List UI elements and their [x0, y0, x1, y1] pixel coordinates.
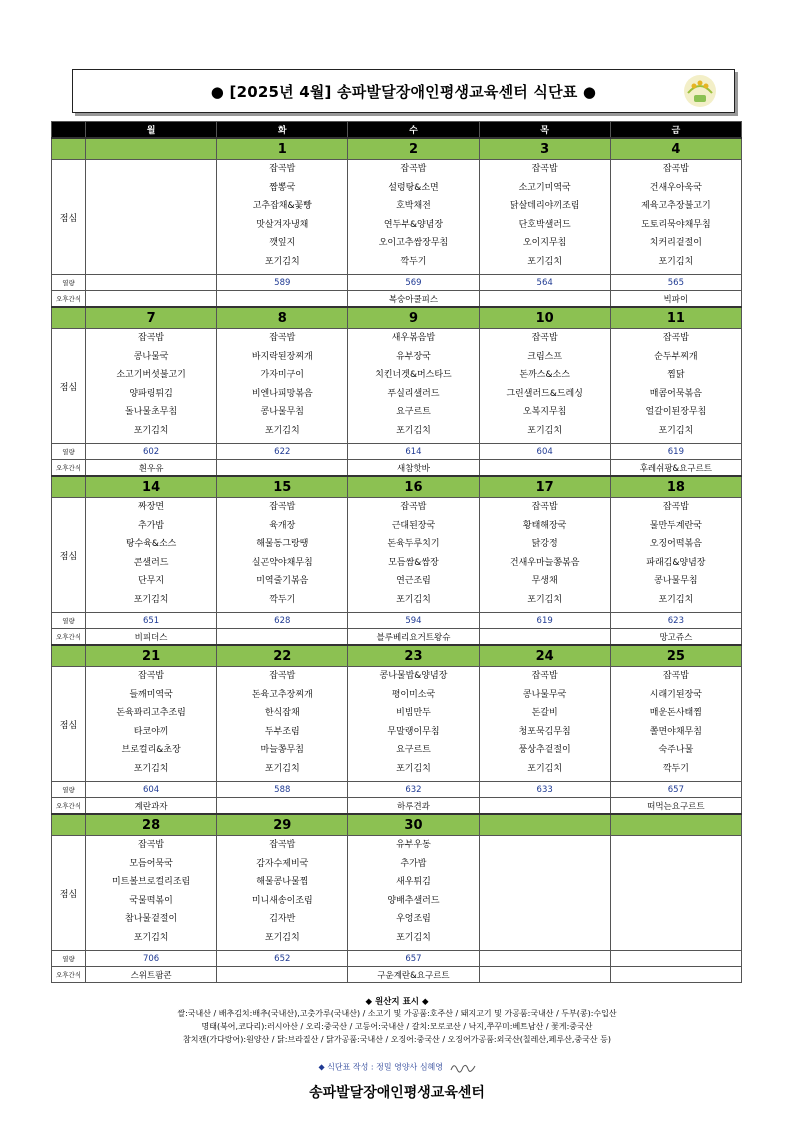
- snack-cell: 구운계란&요구르트: [348, 967, 479, 983]
- dish-item: 돌나물초무침: [125, 407, 178, 417]
- dish-item: 돈육고추장찌개: [251, 689, 313, 700]
- calorie-cell: 651: [86, 613, 217, 629]
- dish-item: 연두부&양념장: [383, 219, 444, 230]
- dish-item: 탕수육&소스: [125, 539, 177, 549]
- dish-item: 잡곡밥: [531, 502, 558, 512]
- dish-item: 포기김치: [658, 425, 694, 436]
- dish-item: 요구르트: [396, 745, 431, 755]
- dish-item: 제육고추장불고기: [641, 201, 711, 211]
- snack-cell: 블루베리요거트왕슈: [348, 629, 479, 646]
- dish-item: 두부조림: [264, 726, 300, 737]
- date-cell: 2: [348, 138, 479, 160]
- date-cell: 30: [348, 814, 479, 836]
- dish-item: 한식잡채: [264, 708, 300, 718]
- snack-label: 오후간식: [52, 291, 86, 308]
- dish-item: 포기김치: [396, 425, 431, 436]
- menu-cell: [348, 329, 479, 444]
- dish-item: 콩나물무침: [260, 407, 305, 417]
- lunch-row: [52, 329, 742, 444]
- dish-item: 매콤어묵볶음: [649, 388, 702, 399]
- snack-cell: [217, 629, 348, 646]
- menu-cell: [86, 160, 217, 275]
- date-cell: 16: [348, 476, 479, 498]
- menu-cell: [217, 667, 348, 782]
- lunch-row: [52, 836, 742, 951]
- dish-item: 미트볼브로컬리조림: [111, 877, 191, 887]
- center-logo-icon: [680, 73, 720, 109]
- dish-item: 포기김치: [133, 425, 169, 436]
- dish-item: 오복지무침: [522, 407, 567, 417]
- snack-row: [52, 291, 742, 308]
- dish-item: 매운돈사태찜: [649, 708, 702, 718]
- origin-line-2: 명태(북어,코다리):러시아산 / 오리:중국산 / 고등어:국내산 / 갈치:모로코산 / 낙지,쭈꾸미:베트남산 / 꽃게:중국산: [201, 1022, 593, 1031]
- dish-item: 깍두기: [400, 256, 427, 267]
- calorie-cell: 633: [479, 782, 610, 798]
- lunch-row: [52, 498, 742, 613]
- dish-item: 맛살겨자냉채: [256, 219, 309, 230]
- dish-item: 평이미소국: [391, 689, 436, 700]
- date-row-label: [52, 814, 86, 836]
- snack-cell: 비피더스: [86, 629, 217, 646]
- date-cell: 8: [217, 307, 348, 329]
- calorie-row: [52, 951, 742, 967]
- date-cell: 4: [610, 138, 741, 160]
- dish-item: 육개장: [269, 520, 296, 531]
- dish-item: 양배추샐러드: [387, 895, 440, 906]
- snack-cell: 망고쥬스: [610, 629, 741, 646]
- dish-item: 그린샐러드&드레싱: [506, 388, 583, 399]
- day-header: 수: [348, 122, 479, 139]
- dish-item: 연근조림: [396, 576, 431, 586]
- dish-item: 닭살데리야끼조림: [509, 201, 580, 211]
- calorie-cell: 565: [610, 275, 741, 291]
- day-header-blank: [52, 122, 86, 139]
- date-cell: 23: [348, 645, 479, 667]
- dish-item: 마늘쫑무침: [260, 745, 305, 755]
- dish-item: 참나물겉절이: [125, 914, 178, 924]
- date-row-label: [52, 307, 86, 329]
- calorie-label: 열량: [52, 951, 86, 967]
- date-row: [52, 476, 742, 498]
- dish-item: 타코야끼: [133, 726, 169, 737]
- dish-item: 콩나물무국: [522, 689, 567, 700]
- menu-cell: [479, 667, 610, 782]
- dish-item: 추가밥: [138, 520, 165, 531]
- dish-item: 시래기된장국: [649, 689, 702, 700]
- calorie-cell: 657: [610, 782, 741, 798]
- dish-item: 가자미구이: [260, 370, 305, 380]
- dish-item: 모듬쌈&쌈장: [388, 557, 439, 568]
- snack-cell: 하루견과: [348, 798, 479, 815]
- calorie-cell: 594: [348, 613, 479, 629]
- day-header: 목: [479, 122, 610, 139]
- origin-title: ◆ 원산지 표시 ◆: [365, 997, 429, 1007]
- date-cell: 1: [217, 138, 348, 160]
- calorie-cell: 657: [348, 951, 479, 967]
- calorie-label: 열량: [52, 275, 86, 291]
- dish-item: 청포묵김무침: [518, 726, 571, 737]
- dish-item: 도토리묵야채무침: [641, 219, 711, 230]
- dish-item: 오이고추쌈장무침: [378, 238, 449, 248]
- calorie-cell: [610, 951, 741, 967]
- day-header: 화: [217, 122, 348, 139]
- dish-item: 무생채: [531, 576, 558, 586]
- dish-item: 유부장국: [396, 351, 431, 362]
- dish-item: 포기김치: [396, 932, 431, 943]
- dish-item: 돈까스&소스: [519, 370, 570, 380]
- menu-cell: [348, 836, 479, 951]
- date-cell: 18: [610, 476, 741, 498]
- calorie-cell: 628: [217, 613, 348, 629]
- dish-item: 추가밥: [400, 858, 427, 869]
- menu-table: [51, 121, 742, 983]
- dish-item: 크림스프: [527, 351, 563, 362]
- dish-item: 포기김치: [527, 594, 563, 605]
- dish-item: 순두부찌개: [654, 351, 698, 362]
- calorie-cell: 614: [348, 444, 479, 460]
- dish-item: 닭강정: [531, 539, 558, 549]
- calorie-label: 열량: [52, 782, 86, 798]
- dish-item: 돈갈비: [531, 708, 558, 718]
- snack-label: 오후간식: [52, 629, 86, 646]
- snack-row: [52, 460, 742, 477]
- snack-cell: [217, 291, 348, 308]
- dish-item: 포기김치: [527, 256, 563, 267]
- dish-item: 바지락된장찌개: [251, 351, 313, 362]
- date-row: [52, 645, 742, 667]
- dish-item: 돈육꽈리고추조림: [116, 708, 186, 718]
- date-cell: 14: [86, 476, 217, 498]
- dish-item: 물만두계란국: [649, 520, 702, 531]
- menu-cell: [217, 329, 348, 444]
- menu-cell: [217, 160, 348, 275]
- dish-item: 파래김&양념장: [646, 557, 706, 568]
- dish-item: 돈육두루치기: [387, 539, 440, 549]
- snack-cell: [479, 460, 610, 477]
- dish-item: 새우튀김: [396, 877, 431, 887]
- dish-item: 김자반: [269, 914, 296, 924]
- dish-item: 단무지: [138, 576, 165, 586]
- dish-item: 감자수제비국: [256, 858, 309, 869]
- dish-item: 잡곡밥: [269, 671, 296, 681]
- menu-cell: [217, 498, 348, 613]
- date-cell: 29: [217, 814, 348, 836]
- dish-item: 포기김치: [264, 763, 300, 774]
- dish-item: 잡곡밥: [662, 671, 689, 681]
- menu-cell: [610, 329, 741, 444]
- date-cell: 28: [86, 814, 217, 836]
- snack-cell: [217, 967, 348, 983]
- date-cell: [86, 138, 217, 160]
- dish-item: 포기김치: [264, 256, 300, 267]
- day-header: 월: [86, 122, 217, 139]
- date-cell: 17: [479, 476, 610, 498]
- dish-item: 짜장면: [138, 502, 165, 512]
- dish-item: 짬뽕국: [269, 182, 296, 193]
- dish-item: 잡곡밥: [400, 164, 427, 174]
- signature-icon: [450, 1061, 476, 1073]
- snack-cell: [479, 629, 610, 646]
- date-row: [52, 307, 742, 329]
- dish-item: 호박채전: [396, 201, 431, 211]
- snack-cell: 복숭아쿨피스: [348, 291, 479, 308]
- dish-item: 유부우동: [396, 840, 431, 850]
- dish-item: 잡곡밥: [662, 164, 689, 174]
- snack-cell: 떠먹는요구르트: [610, 798, 741, 815]
- dish-item: 실곤약야채무침: [251, 557, 313, 568]
- date-cell: 15: [217, 476, 348, 498]
- dish-item: 잡곡밥: [531, 164, 558, 174]
- dish-item: 콩나물국: [133, 351, 169, 362]
- date-cell: 7: [86, 307, 217, 329]
- dish-item: 단호박샐러드: [518, 219, 571, 230]
- snack-cell: 빅파이: [610, 291, 741, 308]
- dish-item: 들깨미역국: [129, 689, 173, 700]
- snack-cell: 흰우유: [86, 460, 217, 477]
- dish-item: 오이지무침: [522, 238, 567, 248]
- menu-cell: [348, 498, 479, 613]
- dish-item: 잡곡밥: [400, 502, 427, 512]
- calorie-cell: 619: [610, 444, 741, 460]
- dish-item: 포기김치: [396, 763, 431, 774]
- snack-cell: [86, 291, 217, 308]
- snack-row: [52, 967, 742, 983]
- lunch-label: 점심: [52, 836, 86, 951]
- dish-item: 포기김치: [133, 594, 169, 605]
- snack-cell: [479, 967, 610, 983]
- calorie-cell: 632: [348, 782, 479, 798]
- calorie-cell: 706: [86, 951, 217, 967]
- dish-item: 황태해장국: [522, 520, 567, 531]
- menu-cell: [86, 498, 217, 613]
- dish-item: 무말랭이무침: [387, 726, 440, 737]
- calorie-row: [52, 782, 742, 798]
- dish-item: 잡곡밥: [531, 671, 558, 681]
- dish-item: 포기김치: [527, 425, 563, 436]
- dish-item: 포기김치: [264, 932, 300, 943]
- calorie-row: [52, 444, 742, 460]
- dish-item: 포기김치: [658, 256, 694, 267]
- date-row-label: [52, 476, 86, 498]
- snack-label: 오후간식: [52, 798, 86, 815]
- dish-item: 찜닭: [667, 370, 685, 380]
- snack-row: [52, 629, 742, 646]
- dish-item: 미역줄기볶음: [256, 576, 309, 586]
- dish-item: 해물동그랑땡: [256, 539, 309, 549]
- date-cell: 9: [348, 307, 479, 329]
- dish-item: 새우볶음밥: [391, 333, 436, 343]
- dish-item: 모듬어묵국: [129, 858, 173, 869]
- dish-item: 요구르트: [396, 407, 431, 417]
- dish-item: 포기김치: [264, 425, 300, 436]
- snack-cell: [479, 798, 610, 815]
- dish-item: 푸실리샐러드: [387, 388, 440, 399]
- calorie-label: 열량: [52, 613, 86, 629]
- menu-cell: [610, 836, 741, 951]
- dish-item: 숙주나물: [658, 745, 694, 755]
- dish-item: 잡곡밥: [138, 840, 165, 850]
- lunch-label: 점심: [52, 329, 86, 444]
- calorie-cell: 623: [610, 613, 741, 629]
- dish-item: 비엔나피망볶음: [251, 388, 313, 399]
- author-note: [0, 1061, 794, 1073]
- dish-item: 풍상추겉절이: [518, 745, 571, 755]
- lunch-row: [52, 667, 742, 782]
- date-cell: 21: [86, 645, 217, 667]
- snack-cell: [479, 291, 610, 308]
- dish-item: 콘샐러드: [133, 557, 169, 568]
- dish-item: 소고기버섯불고기: [116, 370, 186, 380]
- snack-cell: 새참핫바: [348, 460, 479, 477]
- menu-cell: [610, 160, 741, 275]
- calorie-cell: 619: [479, 613, 610, 629]
- date-cell: [610, 814, 741, 836]
- menu-cell: [86, 836, 217, 951]
- menu-cell: [479, 160, 610, 275]
- dish-item: 포기김치: [133, 763, 169, 774]
- calorie-cell: 588: [217, 782, 348, 798]
- calorie-cell: 604: [86, 782, 217, 798]
- calorie-cell: 564: [479, 275, 610, 291]
- dish-item: 브로컬리&초장: [121, 745, 181, 755]
- dish-item: 쫄면야채무침: [649, 726, 702, 737]
- dish-item: 해물콩나물찜: [256, 877, 309, 887]
- dish-item: 깻잎지: [269, 238, 296, 248]
- lunch-label: 점심: [52, 160, 86, 275]
- date-row: [52, 814, 742, 836]
- dish-item: 치킨너겟&머스타드: [375, 370, 452, 380]
- dish-item: 잡곡밥: [138, 671, 165, 681]
- snack-label: 오후간식: [52, 460, 86, 477]
- dish-item: 양파링튀김: [129, 388, 173, 399]
- dish-item: 잡곡밥: [269, 164, 296, 174]
- calorie-cell: [479, 951, 610, 967]
- day-header: 금: [610, 122, 741, 139]
- date-cell: 25: [610, 645, 741, 667]
- dish-item: 포기김치: [133, 932, 169, 943]
- snack-cell: 후레쉬팡&요구르트: [610, 460, 741, 477]
- snack-cell: 계란과자: [86, 798, 217, 815]
- snack-cell: [610, 967, 741, 983]
- dish-item: 포기김치: [527, 763, 563, 774]
- date-cell: 10: [479, 307, 610, 329]
- menu-cell: [348, 160, 479, 275]
- calorie-cell: 604: [479, 444, 610, 460]
- calorie-cell: 589: [217, 275, 348, 291]
- snack-row: [52, 798, 742, 815]
- calorie-row: [52, 275, 742, 291]
- dish-item: 잡곡밥: [138, 333, 165, 343]
- lunch-label: 점심: [52, 667, 86, 782]
- date-row-label: [52, 138, 86, 160]
- day-header-row: [52, 122, 742, 139]
- dish-item: 국물떡볶이: [129, 895, 173, 906]
- snack-cell: [217, 460, 348, 477]
- dish-item: 고추잡채&꽃빵: [252, 201, 312, 211]
- menu-cell: [479, 498, 610, 613]
- title-box: [72, 69, 735, 113]
- menu-cell: [86, 667, 217, 782]
- calorie-cell: 602: [86, 444, 217, 460]
- menu-cell: [348, 667, 479, 782]
- date-row: [52, 138, 742, 160]
- date-cell: 24: [479, 645, 610, 667]
- date-cell: 11: [610, 307, 741, 329]
- menu-cell: [86, 329, 217, 444]
- lunch-row: [52, 160, 742, 275]
- dish-item: 얼갈이된장무침: [645, 407, 707, 417]
- calorie-label: 열량: [52, 444, 86, 460]
- calorie-cell: [86, 275, 217, 291]
- dish-item: 설렁탕&소면: [388, 182, 439, 193]
- dish-item: 콩나물무침: [654, 576, 698, 586]
- origin-line-1: 쌀:국내산 / 배추김치:배추(국내산),고춧가루(국내산) / 소고기 및 가공품:호주산 / 돼지고기 및 가공품:국내산 / 두부(콩):수입산: [177, 1009, 617, 1018]
- snack-label: 오후간식: [52, 967, 86, 983]
- dish-item: 치커리겉절이: [649, 238, 702, 248]
- menu-cell: [479, 329, 610, 444]
- menu-cell: [610, 667, 741, 782]
- dish-item: 잡곡밥: [531, 333, 558, 343]
- date-cell: [479, 814, 610, 836]
- center-name: 송파발달장애인평생교육센터: [309, 1085, 485, 1101]
- lunch-label: 점심: [52, 498, 86, 613]
- page-title: ● [2025년 4월] 송파발달장애인평생교육센터 식단표 ●: [210, 83, 597, 101]
- dish-item: 소고기미역국: [518, 182, 571, 193]
- date-row-label: [52, 645, 86, 667]
- date-cell: 3: [479, 138, 610, 160]
- dish-item: 근대된장국: [391, 520, 436, 531]
- dish-item: 미니새송이조림: [251, 895, 313, 906]
- dish-item: 포기김치: [396, 594, 431, 605]
- dish-item: 건새우아욱국: [649, 182, 702, 193]
- date-cell: 22: [217, 645, 348, 667]
- dish-item: 깍두기: [269, 594, 296, 605]
- menu-cell: [610, 498, 741, 613]
- calorie-cell: 652: [217, 951, 348, 967]
- dish-item: 비빔만두: [396, 708, 431, 718]
- dish-item: 건새우마늘쫑볶음: [509, 557, 580, 568]
- origin-line-3: 참치캔(가다랑어):원양산 / 닭:브라질산 / 닭가공품:국내산 / 오징어:중국산 / 오징어가공품:외국산(칠레산,페루산,중국산 등): [183, 1035, 611, 1044]
- author-text: ◆ 식단표 작성 : 정밀 영양사 심혜영: [318, 1062, 444, 1072]
- dish-item: 잡곡밥: [662, 502, 689, 512]
- snack-cell: 스위트팜콘: [86, 967, 217, 983]
- dish-item: 잡곡밥: [269, 840, 296, 850]
- menu-cell: [479, 836, 610, 951]
- calorie-cell: 569: [348, 275, 479, 291]
- dish-item: 포기김치: [658, 594, 694, 605]
- dish-item: 잡곡밥: [662, 333, 689, 343]
- dish-item: 우엉조림: [396, 914, 431, 924]
- dish-item: 잡곡밥: [269, 502, 296, 512]
- dish-item: 오징어떡볶음: [649, 539, 702, 549]
- calorie-row: [52, 613, 742, 629]
- calorie-cell: 622: [217, 444, 348, 460]
- menu-cell: [217, 836, 348, 951]
- snack-cell: [217, 798, 348, 815]
- dish-item: 깍두기: [662, 763, 689, 774]
- dish-item: 콩나물밥&양념장: [379, 671, 448, 681]
- dish-item: 잡곡밥: [269, 333, 296, 343]
